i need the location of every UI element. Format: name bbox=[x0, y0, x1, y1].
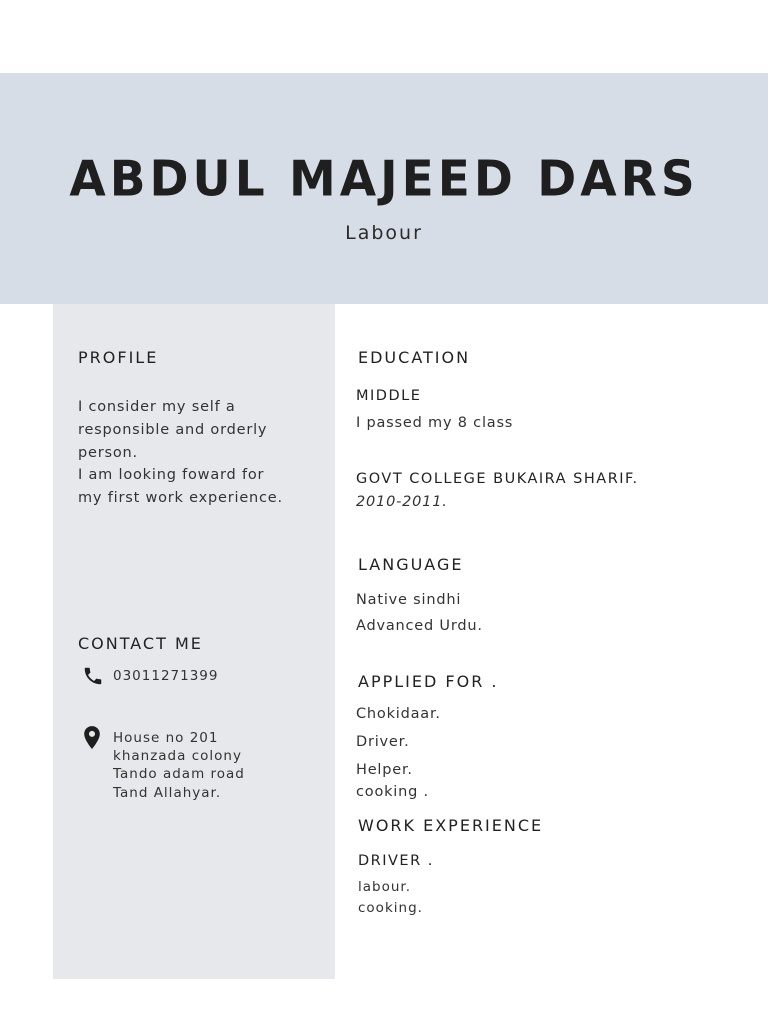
applied-item: cooking . bbox=[356, 784, 429, 800]
education-level: MIDDLE bbox=[356, 388, 422, 404]
work-item: labour. bbox=[358, 879, 412, 895]
education-heading: EDUCATION bbox=[358, 348, 471, 367]
candidate-name: ABDUL MAJEED DARS bbox=[69, 150, 699, 209]
applied-item: Chokidaar. bbox=[356, 706, 441, 722]
applied-heading: APPLIED FOR . bbox=[358, 672, 499, 691]
location-pin-icon bbox=[81, 725, 103, 751]
candidate-role: Labour bbox=[345, 222, 423, 244]
education-school: GOVT COLLEGE BUKAIRA SHARIF. bbox=[356, 471, 639, 487]
language-heading: LANGUAGE bbox=[358, 555, 464, 574]
work-item: cooking. bbox=[358, 900, 423, 916]
applied-item: Helper. bbox=[356, 762, 413, 778]
address-line: khanzada colony bbox=[113, 748, 242, 764]
phone-number[interactable]: 03011271399 bbox=[113, 668, 219, 684]
profile-line: person. bbox=[78, 445, 138, 461]
language-item: Advanced Urdu. bbox=[356, 618, 483, 634]
education-detail: I passed my 8 class bbox=[356, 415, 514, 431]
work-job: DRIVER . bbox=[358, 853, 434, 869]
contact-heading: CONTACT ME bbox=[78, 634, 203, 653]
address-line: Tando adam road bbox=[113, 766, 245, 782]
address-line: House no 201 bbox=[113, 730, 219, 746]
work-heading: WORK EXPERIENCE bbox=[358, 816, 544, 835]
profile-line: I am looking foward for bbox=[78, 467, 265, 483]
applied-item: Driver. bbox=[356, 734, 410, 750]
profile-line: responsible and orderly bbox=[78, 422, 268, 438]
language-item: Native sindhi bbox=[356, 592, 462, 608]
profile-line: I consider my self a bbox=[78, 399, 236, 415]
phone-icon bbox=[82, 665, 104, 687]
education-years: 2010-2011. bbox=[356, 494, 448, 510]
profile-heading: PROFILE bbox=[78, 348, 159, 367]
address-line: Tand Allahyar. bbox=[113, 785, 222, 801]
profile-line: my first work experience. bbox=[78, 490, 283, 506]
